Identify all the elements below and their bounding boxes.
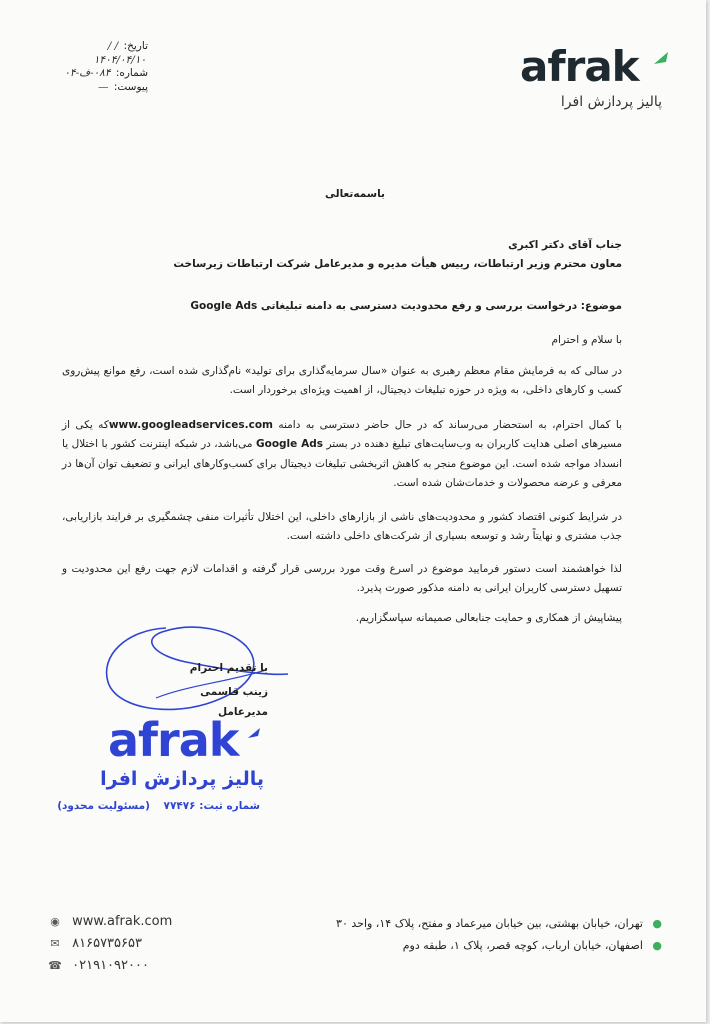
stamp-liability: (مسئولیت محدود) [57, 800, 150, 812]
company-stamp [57, 713, 270, 826]
paragraph-2 [62, 416, 622, 493]
stamp-leaf-icon [246, 726, 262, 740]
logo-leaf-icon [652, 50, 670, 66]
meta-number-value: ۰۸۴-ف-۰۴ [64, 67, 111, 79]
company-logo [520, 42, 670, 122]
paragraph-5: پیشاپیش از همکاری و حمایت جنابعالی صمیمانه سپاسگزاریم. [355, 612, 622, 624]
address-isfahan [322, 935, 662, 957]
meta-attachment-label: پیوست: [113, 80, 148, 93]
paragraph-4: لذا خواهشمند است دستور فرمایید موضوع در اسرع وقت مورد بررسی قرار گرفته و اقدامات لازم جهت رفع این محدودیت و تسهیل دسترسی کاربران ایرانی به دامنه مذکور صورت پذیرد. [62, 563, 622, 595]
subject-brand: Google Ads [190, 300, 258, 312]
address-isfahan-text: اصفهان، خیابان ارباب، کوچه قصر، پلاک ۱، طبقه دوم [402, 939, 643, 952]
phone-icon: ☎ [48, 959, 62, 972]
email-code-text: ۸۱۶۵۷۳۵۶۵۳ [72, 936, 142, 951]
paragraph-2-part-c: می‌باشد، در شبکه اینترنت کشور با اختلال یا انسداد مواجه شده است. این موضوع منجر به کاهش اثربخشی تبلیغات دیجیتال برای کسب‌وکارهای ایرانی و تضعیف توان آن‌ها در معرفی و عرضه محصولات و خدمات‌شان شده است. [62, 438, 622, 489]
footer-website [48, 911, 218, 933]
website-text[interactable]: www.afrak.com [72, 914, 173, 929]
location-pin-icon: ● [652, 939, 662, 952]
footer-email [48, 933, 218, 955]
paragraph-2-brand: Google Ads [255, 438, 323, 451]
meta-date-hand [38, 54, 148, 68]
phone-text: ۰۲۱۹۱۰۹۲۰۰۰ [72, 958, 149, 973]
letter-subject [82, 300, 622, 312]
meta-attachment-value: — [97, 80, 109, 93]
location-pin-icon: ● [652, 917, 662, 930]
stamp-registration [47, 800, 260, 812]
stamp-reg-number: شماره ثبت: ۷۷۴۷۶ [163, 800, 260, 812]
blocked-domain: www.googleadservices.com [108, 419, 273, 431]
meta-date-handwritten: ۱۴۰۴/۰۴/۱۰ [93, 53, 146, 66]
logo-subtitle: پالیز پردازش افرا [560, 94, 662, 110]
paragraph-3: در شرایط کنونی اقتصاد کشور و محدودیت‌های ناشی از بازارهای داخلی، این اختلال تأثیرات منفی چشمگیری بر فرایند بازاریابی، جذب مشتری و نهایتاً رشد و توسعه بسیاری از شرکت‌های داخلی داشته است. [62, 511, 622, 543]
paragraph-2-part-b: که یکی از مسیرهای اصلی هدایت کاربران به وب‌سایت‌های تبلیغ دهنده در بستر [62, 419, 622, 451]
logo-wordmark: afrak [520, 42, 639, 91]
signatory-title: مدیرعامل [217, 706, 268, 718]
stamp-company-name: پالیز پردازش افرا [100, 768, 264, 790]
globe-icon: ◉ [50, 915, 60, 928]
recipient [82, 236, 622, 274]
letter-meta [38, 40, 148, 94]
meta-date-value: / / [107, 40, 119, 52]
footer-addresses [322, 913, 662, 957]
recipient-title: معاون محترم وزیر ارتباطات، رییس هیأت مدیره و مدیرعامل شرکت ارتباطات زیرساخت [173, 258, 622, 270]
address-tehran-text: تهران، خیابان بهشتی، بین خیابان میرعماد و مفتح، پلاک ۱۴، واحد ۳۰ [336, 917, 643, 930]
recipient-name: جناب آقای دکتر اکبری [508, 239, 622, 251]
meta-attachment [38, 81, 148, 95]
envelope-icon: ✉ [50, 937, 60, 950]
meta-number [38, 67, 148, 81]
address-tehran [322, 913, 662, 935]
subject-text: موضوع: درخواست بررسی و رفع محدودیت دسترسی به دامنه تبلیغاتی [260, 300, 622, 312]
paragraph-1: در سالی که به فرمایش مقام معظم رهبری به عنوان «سال سرمایه‌گذاری برای تولید» نام‌گذاری شده است، رفع موانع پیش‌روی کسب و کارهای داخلی، به ویژه در حوزه تبلیغات دیجیتال، از اهمیت ویژه‌ای برخوردار است. [62, 365, 622, 397]
footer-phone [48, 955, 218, 977]
signature-closing: با تقدیم احترام [189, 662, 268, 674]
signatory-name: زینب قاسمی [200, 686, 268, 698]
signature-block [108, 656, 268, 720]
meta-date-label: تاریخ: [123, 40, 148, 52]
bismillah: باسمه‌تعالی [325, 188, 385, 200]
footer-contacts [48, 911, 218, 977]
stamp-wordmark: afrak [108, 713, 239, 767]
meta-number-label: شماره: [115, 67, 148, 79]
salutation: با سلام و احترام [551, 334, 622, 346]
meta-date [38, 40, 148, 54]
paragraph-2-part-a: با کمال احترام، به استحضار می‌رساند که در حال حاضر دسترسی به دامنه [278, 419, 623, 431]
